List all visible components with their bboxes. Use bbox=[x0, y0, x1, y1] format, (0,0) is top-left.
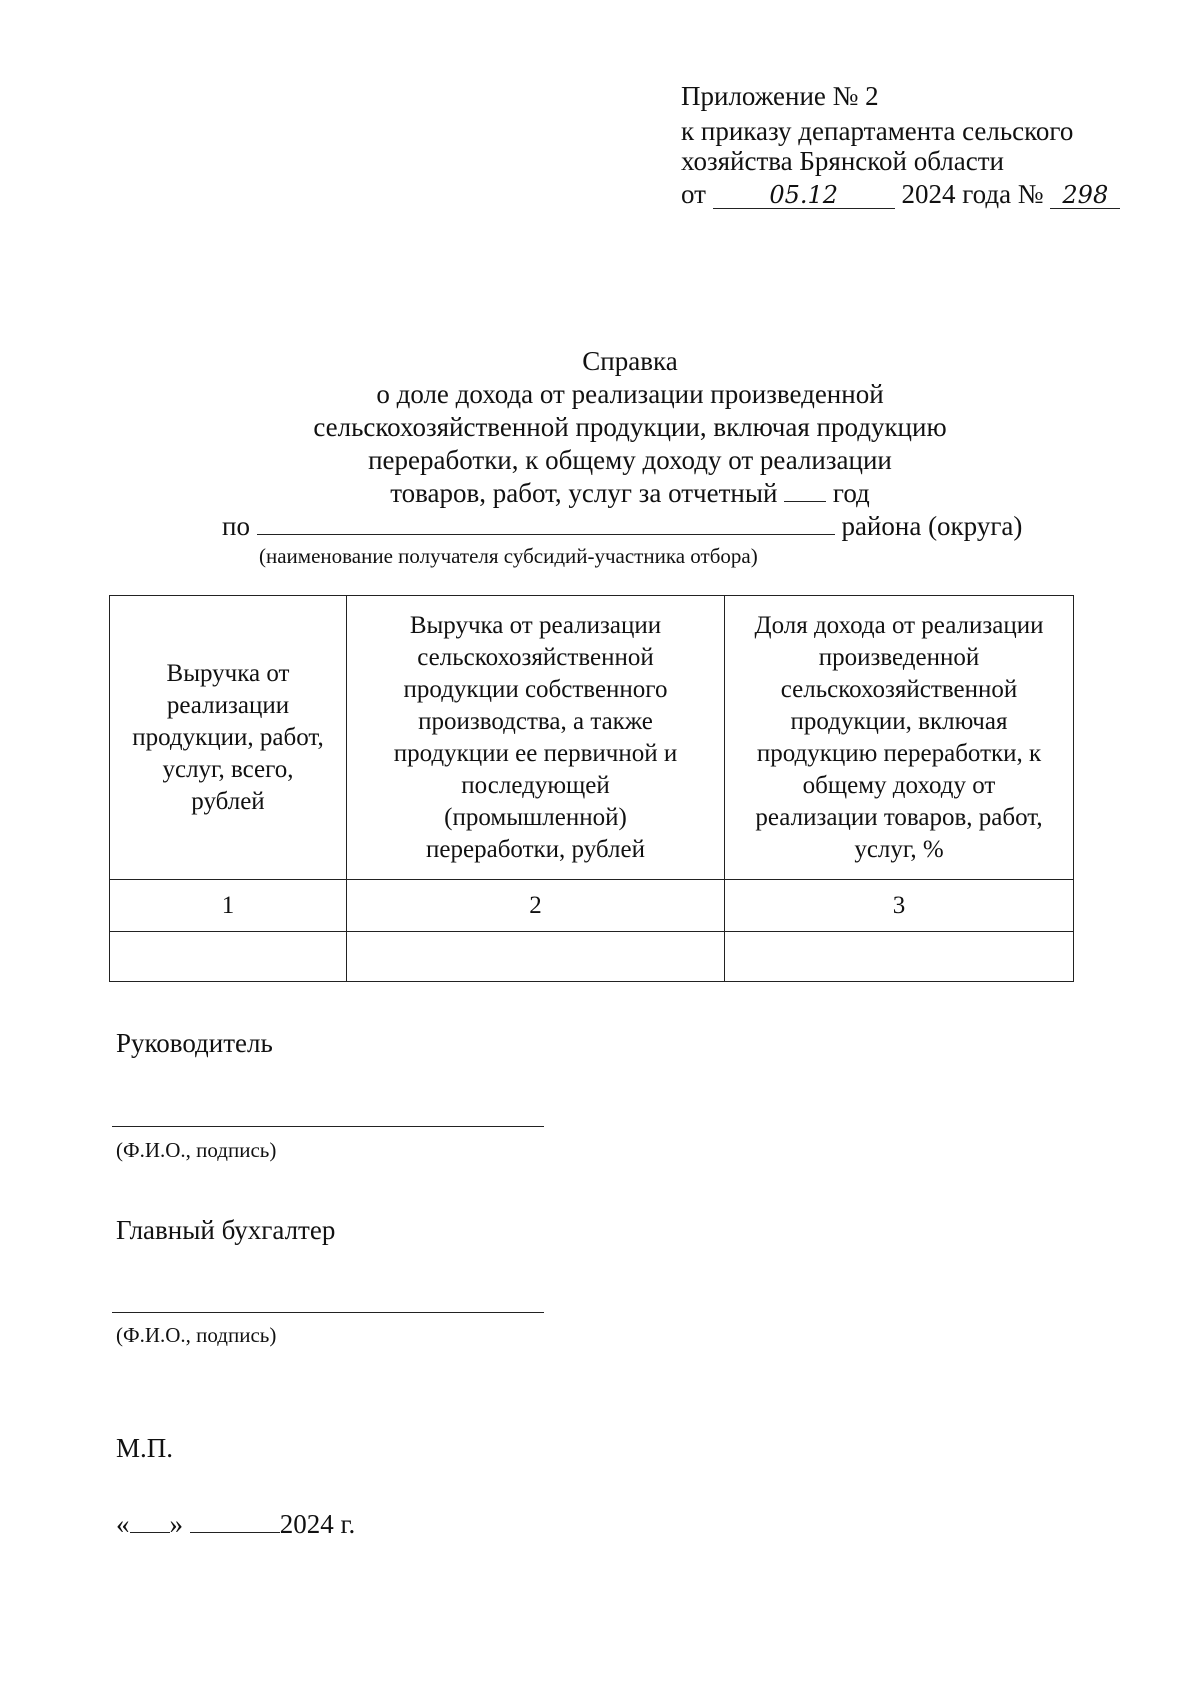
signature-year: 2024 г. bbox=[279, 1509, 356, 1539]
income-table bbox=[109, 595, 1074, 982]
accountant-signature-line[interactable] bbox=[112, 1312, 544, 1313]
handwritten-number: 298 bbox=[1050, 182, 1120, 209]
head-caption: (Ф.И.О., подпись) bbox=[116, 1138, 277, 1162]
header-agri-revenue: Выручка от реализации сельскохозяйственной продукции собственного производства, а также продукции ее первичной и последующей (промышленной) переработки, рублей bbox=[347, 596, 725, 880]
table-header-row bbox=[110, 596, 1074, 880]
appendix-date-line bbox=[681, 178, 1120, 210]
date-prefix: от bbox=[681, 179, 706, 209]
appendix-order-line: к приказу департамента сельского bbox=[681, 116, 1074, 146]
data-cell-income-share[interactable] bbox=[725, 932, 1074, 982]
po-label: по bbox=[222, 511, 250, 541]
table-number-row bbox=[110, 880, 1074, 932]
year-text: 2024 года № bbox=[901, 179, 1044, 209]
data-cell-agri-revenue[interactable] bbox=[347, 932, 725, 982]
appendix-title: Приложение № 2 bbox=[681, 81, 879, 111]
quote-open: « bbox=[116, 1509, 130, 1539]
data-cell-total-revenue[interactable] bbox=[110, 932, 347, 982]
accountant-label: Главный бухгалтер bbox=[116, 1215, 336, 1245]
heading-line-1: о доле дохода от реализации произведенной bbox=[376, 379, 884, 409]
district-label: района (округа) bbox=[841, 511, 1023, 541]
recipient-line bbox=[222, 510, 1022, 542]
handwritten-date: 05.12 bbox=[713, 182, 895, 209]
signature-date-line bbox=[116, 1508, 355, 1540]
appendix-department-line: хозяйства Брянской области bbox=[681, 146, 1004, 176]
recipient-blank bbox=[257, 510, 835, 535]
document-title: Справка bbox=[582, 346, 678, 376]
head-signature-line[interactable] bbox=[112, 1126, 544, 1127]
column-number-1: 1 bbox=[110, 880, 347, 932]
quote-close: » bbox=[169, 1509, 183, 1539]
column-number-2: 2 bbox=[347, 880, 725, 932]
month-blank[interactable] bbox=[190, 1508, 280, 1533]
reporting-year-label: товаров, работ, услуг за отчетный bbox=[390, 478, 778, 508]
year-word: год bbox=[832, 478, 870, 508]
reporting-year-blank bbox=[784, 477, 826, 502]
day-blank[interactable] bbox=[130, 1508, 170, 1533]
heading-line-3: переработки, к общему доходу от реализации bbox=[368, 445, 892, 475]
stamp-mark: М.П. bbox=[116, 1433, 174, 1463]
column-number-3: 3 bbox=[725, 880, 1074, 932]
table-data-row bbox=[110, 932, 1074, 982]
heading-line-2: сельскохозяйственной продукции, включая продукцию bbox=[313, 412, 947, 442]
header-total-revenue: Выручка от реализации продукции, работ, услуг, всего, рублей bbox=[110, 596, 347, 880]
accountant-caption: (Ф.И.О., подпись) bbox=[116, 1323, 277, 1347]
head-label: Руководитель bbox=[116, 1028, 273, 1058]
heading-line-4 bbox=[0, 477, 1200, 509]
recipient-caption: (наименование получателя субсидий-участника отбора) bbox=[259, 544, 758, 568]
header-income-share: Доля дохода от реализации произведенной сельскохозяйственной продукции, включая продукцию переработки, к общему доходу от реализации товаров, работ, услуг, % bbox=[725, 596, 1074, 880]
